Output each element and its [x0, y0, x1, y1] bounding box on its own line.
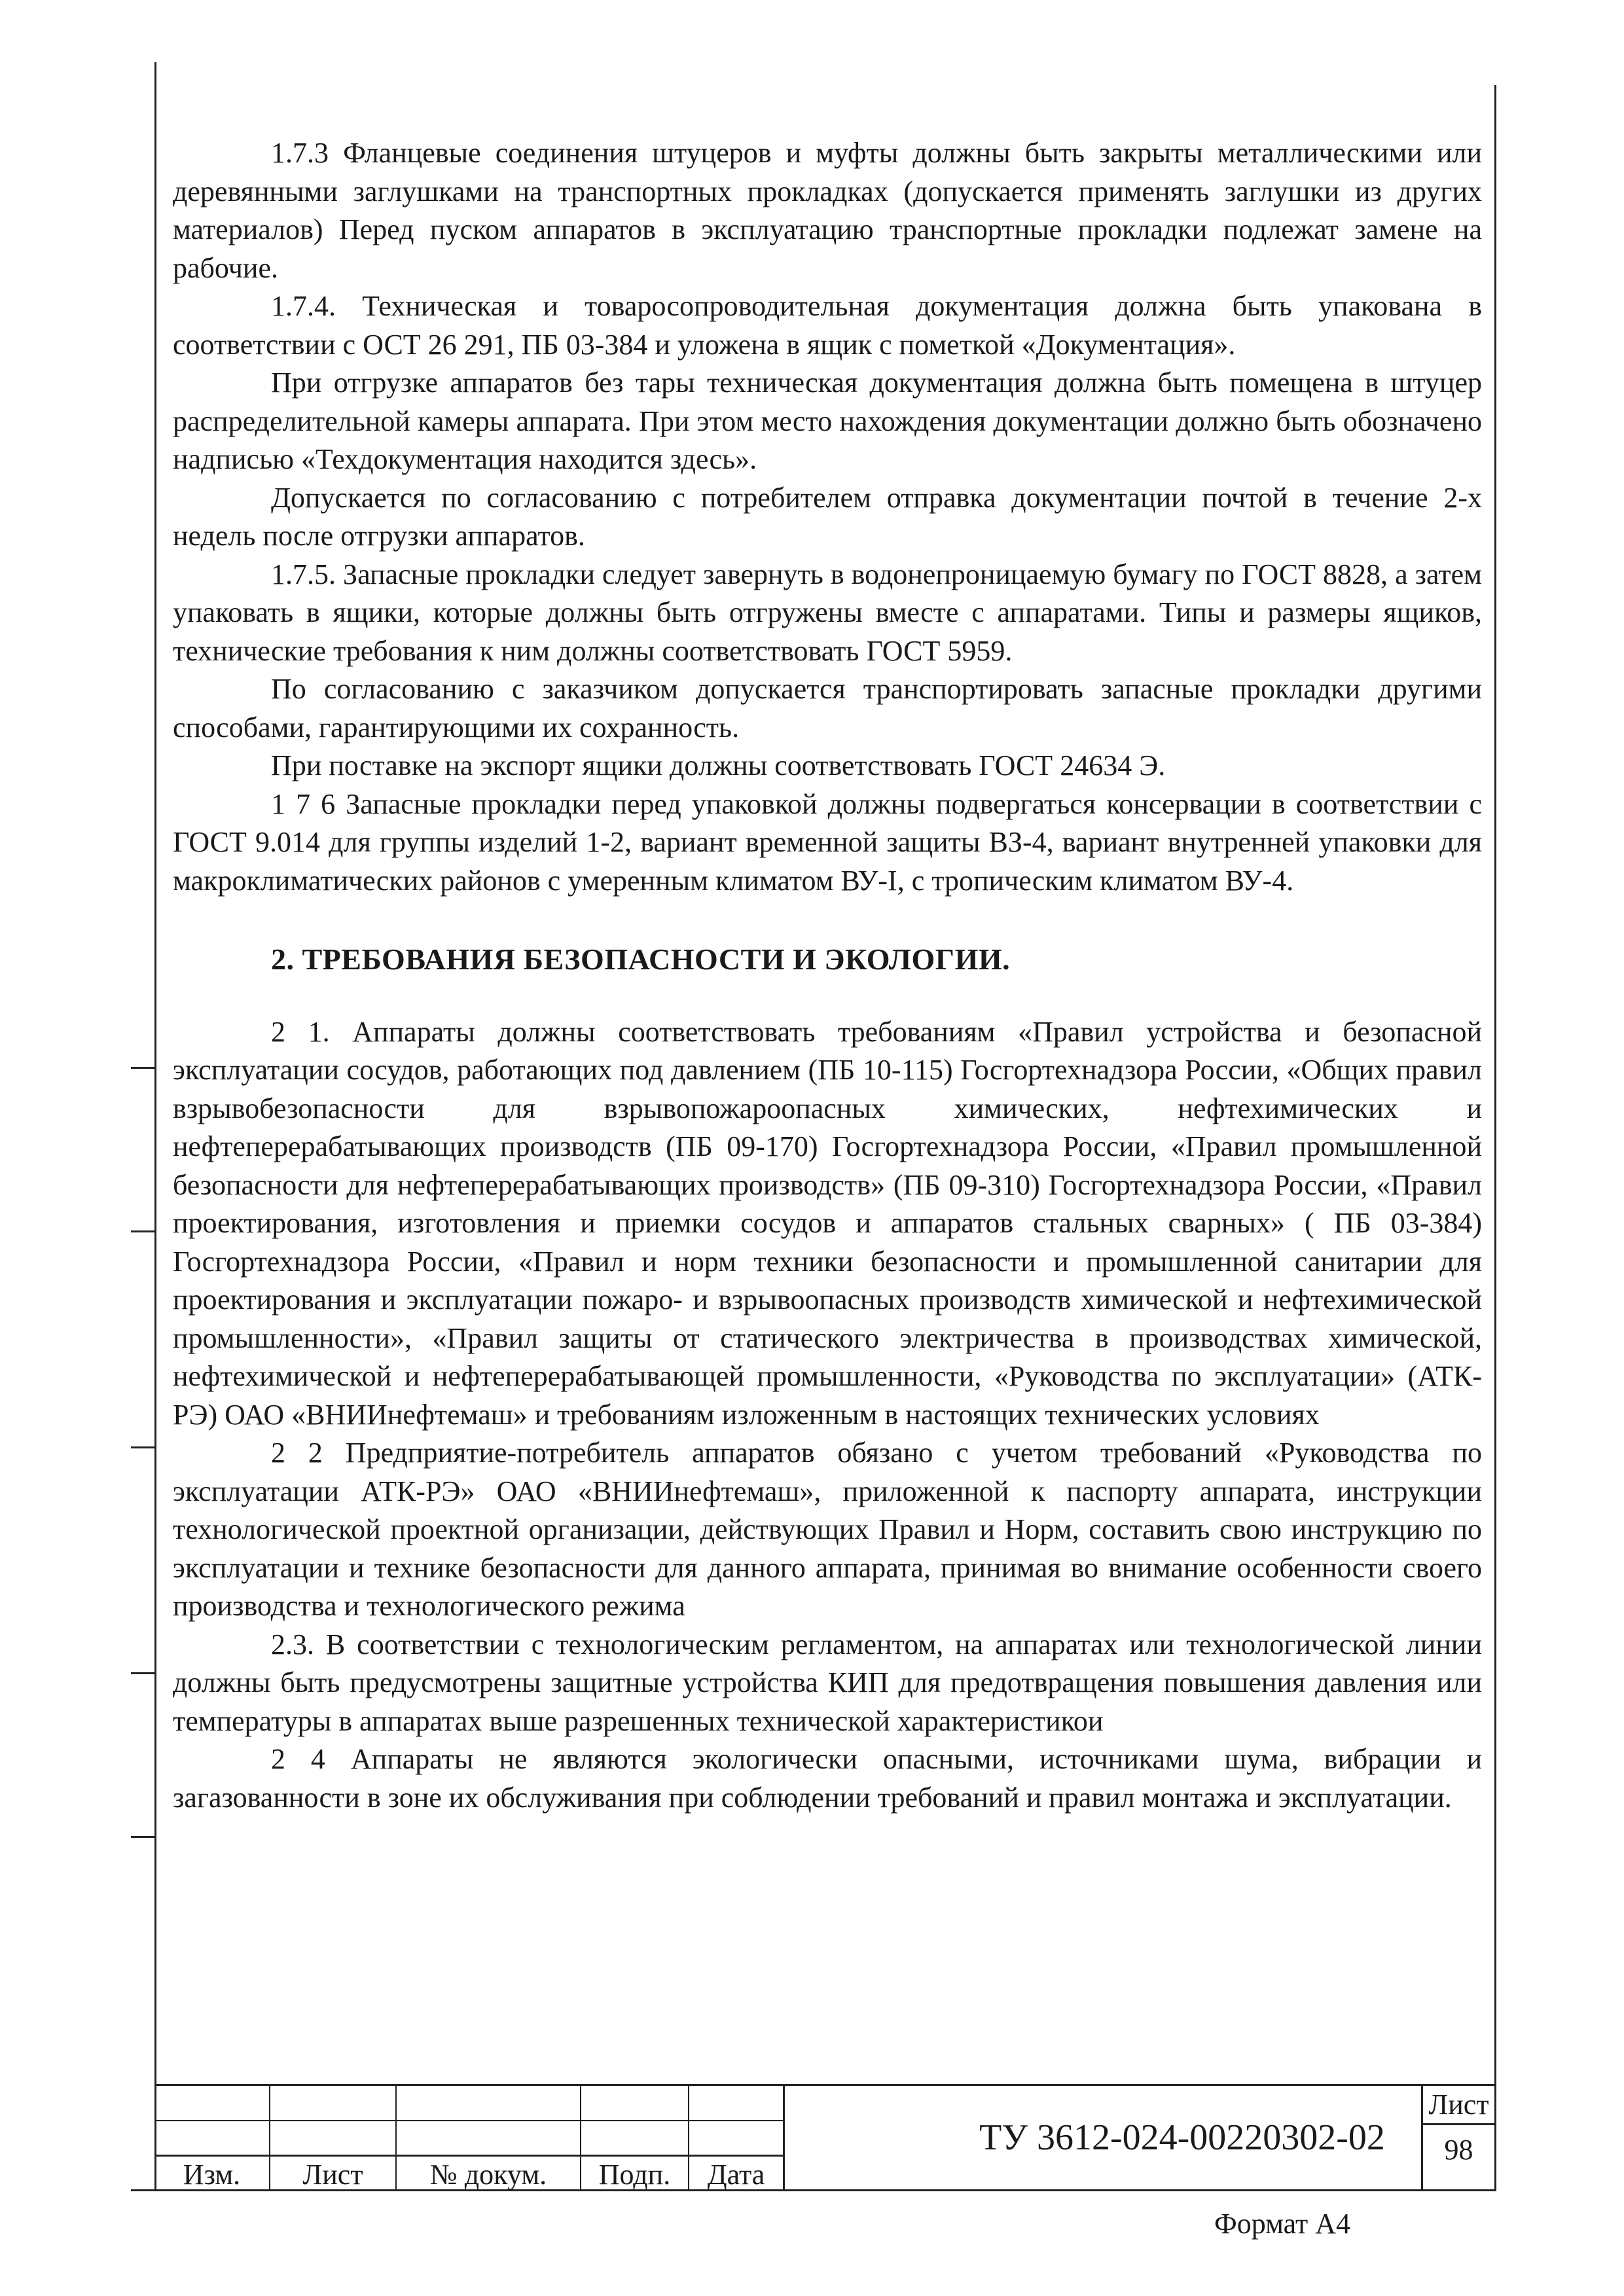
paragraph: Допускается по согласованию с потребителем отправка документации почтой в течение 2-х недель после отгрузки аппаратов.	[173, 481, 1482, 552]
margin-tick	[131, 1230, 156, 1232]
title-block	[154, 2084, 1496, 2191]
margin-tick	[131, 1446, 156, 1448]
paragraph: 2 2 Предприятие-потребитель аппаратов обязано с учетом требований «Руководства по эксплуатации АТК-РЭ» ОАО «ВНИИнефтемаш», приложенной к паспорту аппарата, инструкции технологической проектной организации, действующих Правил и Норм, составить свою инструкцию по эксплуатации и технике безопасности для данного аппарата, принимая во внимание особенности своего производства и технологического режима	[173, 1437, 1482, 1622]
paragraph: По согласованию с заказчиком допускается транспортировать запасные прокладки другими способами, гарантирующими их сохранность.	[173, 673, 1482, 744]
column-label-izm: Изм.	[183, 2159, 241, 2191]
frame-left-line	[154, 62, 156, 2189]
paragraph: 2 4 Аппараты не являются экологически опасными, источниками шума, вибрации и загазованности в зоне их обслуживания при соблюдении требований и правил монтажа и эксплуатации.	[173, 1743, 1482, 1814]
column-label-date: Дата	[707, 2159, 765, 2191]
paragraph: При отгрузке аппаратов без тары техническая документация должна быть помещена в штуцер распределительной камеры аппарата. При этом место нахождения документации должно быть обозначено надписью «Техдокументация находится здесь».	[173, 367, 1482, 475]
document-code: ТУ 3612-024-00220302-02	[979, 2117, 1385, 2158]
title-block-line	[783, 2084, 785, 2191]
margin-tick	[131, 1672, 156, 1674]
paragraph: 1.7.3 Фланцевые соединения штуцеров и муфты должны быть закрыты металлическими или деревянными заглушками на транспортных прокладках (допускается применять заглушки из других материалов) Перед пуском аппаратов в эксплуатацию транспортные прокладки подлежат замене на рабочие.	[173, 137, 1482, 284]
format-label: Формат А4	[1214, 2208, 1351, 2240]
title-block-line	[154, 2084, 1496, 2086]
paragraph: 2 1. Аппараты должны соответствовать требованиям «Правил устройства и безопасной эксплуатации сосудов, работающих под давлением (ПБ 10-115) Госгортехнадзора России, «Общих правил взрывобезопасности для взрывопожароопасных химических, нефтехимических и нефтеперерабатывающих производств (ПБ 09-170) Госгортехнадзора России, «Правил промышленной безопасности для нефтеперерабатывающих производств» (ПБ 09-310) Госгортехнадзора России, «Правил проектирования, изготовления и приемки сосудов и аппаратов стальных сварных» ( ПБ 03-384) Госгортехнадзора России, «Правил и норм техники безопасности и промышленной санитарии для проектирования и эксплуатации пожаро- и взрывоопасных производств химической и нефтехимической промышленности», «Правил защиты от статического электричества в производствах химической, нефтехимической и нефтеперерабатывающей промышленности, «Руководства по эксплуатации» (АТК-РЭ) ОАО «ВНИИнефтемаш» и требованиям изложенным в настоящих технических условиях	[173, 1015, 1482, 1431]
column-label-list: Лист	[302, 2159, 363, 2191]
column-label-signature: Подп.	[598, 2159, 671, 2191]
paragraph: При поставке на экспорт ящики должны соответствовать ГОСТ 24634 Э.	[271, 749, 1166, 781]
title-block-line	[1421, 2123, 1496, 2125]
sheet-label: Лист	[1428, 2089, 1489, 2121]
column-label-doc-number: № докум.	[429, 2159, 547, 2191]
paragraph: 1.7.5. Запасные прокладки следует завернуть в водонепроницаемую бумагу по ГОСТ 8828, а затем упаковать в ящики, которые должны быть отгружены вместе с аппаратами. Типы и размеры ящиков, технические требования к ним должны соответствовать ГОСТ 5959.	[173, 558, 1482, 667]
document-body	[173, 134, 1482, 1817]
paragraph: 1 7 6 Запасные прокладки перед упаковкой должны подвергаться консервации в соответствии с ГОСТ 9.014 для группы изделий 1-2, вариант временной защиты ВЗ-4, вариант внутренней упаковки для макроклиматических районов с умеренным климатом ВУ-I, с тропическим климатом ВУ-4.	[173, 787, 1482, 897]
margin-tick	[131, 1067, 156, 1069]
sheet-number: 98	[1444, 2134, 1473, 2166]
paragraph: 1.7.4. Техническая и товаросопроводительная документация должна быть упакована в соответствии с ОСТ 26 291, ПБ 03-384 и уложена в ящик с пометкой «Документация».	[173, 290, 1482, 361]
section-heading: 2. ТРЕБОВАНИЯ БЕЗОПАСНОСТИ И ЭКОЛОГИИ.	[271, 942, 1011, 976]
frame-right-line	[1494, 85, 1496, 2189]
margin-tick	[131, 1836, 156, 1838]
paragraph: 2.3. В соответствии с технологическим регламентом, на аппаратах или технологической линии должны быть предусмотрены защитные устройства КИП для предотвращения повышения давления или температуры в аппаратах выше разрешенных технической характеристикои	[173, 1628, 1482, 1737]
